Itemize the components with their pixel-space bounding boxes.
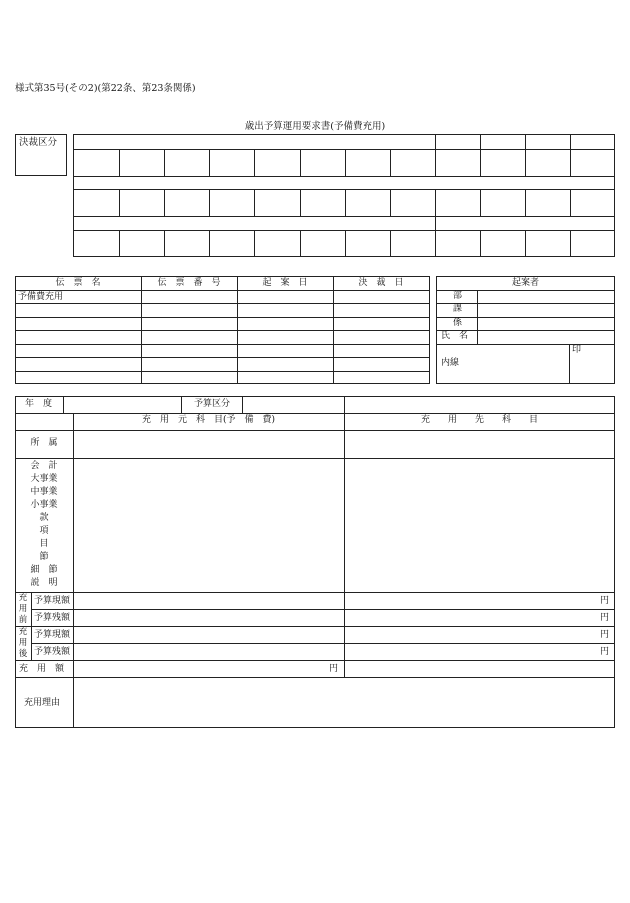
account-item-major-project: 大事業 [30,474,58,484]
before-label-3: 前 [18,615,28,625]
account-item-kan: 款 [39,513,49,523]
after-label-2: 用 [18,638,28,648]
account-item-minor-project: 小事業 [30,500,58,510]
drafter-header: 起案者 [511,278,539,288]
budget-table-lines [16,397,614,727]
slip-header-number: 伝 票 番 号 [157,278,221,288]
drafter-section-label: 課 [453,304,463,314]
slip-row-name: 予備費充用 [18,292,64,302]
slip-header-name: 伝 票 名 [55,278,101,288]
before-label-1: 充 [18,593,28,603]
appropriation-amount-label: 充 用 額 [19,664,65,674]
slip-table-lines [16,277,429,383]
after-remaining-budget-label: 予算残額 [34,647,71,657]
before-remaining-budget-label: 予算残額 [34,613,71,623]
appropriation-amount-yen: 円 [329,664,339,674]
drafter-box [436,276,615,384]
approval-stamp-grid [73,134,615,257]
account-item-saisetsu: 細 節 [30,565,58,575]
source-account-header: 充 用 元 科 目(予 備 費) [141,415,276,425]
drafter-name-label: 氏 名 [441,331,469,341]
affiliation-label: 所 属 [30,438,58,448]
after-label-1: 充 [18,627,28,637]
appropriation-reason-label: 充用理由 [24,698,61,708]
destination-account-header: 充 用 先 科 目 [420,415,538,425]
after-current-budget-label: 予算現額 [34,630,71,640]
account-item-setsu: 節 [39,552,49,562]
document-title: 歳出予算運用要求書(予備費充用) [244,121,386,132]
after-label-3: 後 [18,649,28,659]
account-item-middle-project: 中事業 [30,487,58,497]
approval-grid-lines [74,135,614,256]
kessai-category-label: 決裁区分 [19,137,58,148]
account-item-kou: 項 [39,526,49,536]
drafter-department-label: 部 [453,291,463,301]
drafter-unit-label: 係 [453,318,463,328]
yen-unit-3: 円 [600,630,610,640]
yen-unit-1: 円 [600,596,610,606]
account-item-setsumei: 説 明 [30,578,58,588]
slip-header-draft-date: 起 案 日 [262,278,308,288]
fiscal-year-label: 年 度 [25,399,53,409]
before-current-budget-label: 予算現額 [34,596,71,606]
budget-category-label: 予算区分 [194,399,231,409]
slip-header-decision-date: 決 裁 日 [358,278,404,288]
yen-unit-4: 円 [600,647,610,657]
drafter-seal-label: 印 [572,345,582,355]
budget-table [15,396,615,728]
account-item-kaikei: 会 計 [30,461,58,471]
account-item-moku: 目 [39,539,49,549]
before-label-2: 用 [18,604,28,614]
drafter-extension-label: 内線 [441,358,460,368]
form-number: 様式第35号(その2)(第22条、第23条関係) [15,83,196,94]
drafter-box-lines [437,277,614,383]
slip-table [15,276,430,384]
yen-unit-2: 円 [600,613,610,623]
